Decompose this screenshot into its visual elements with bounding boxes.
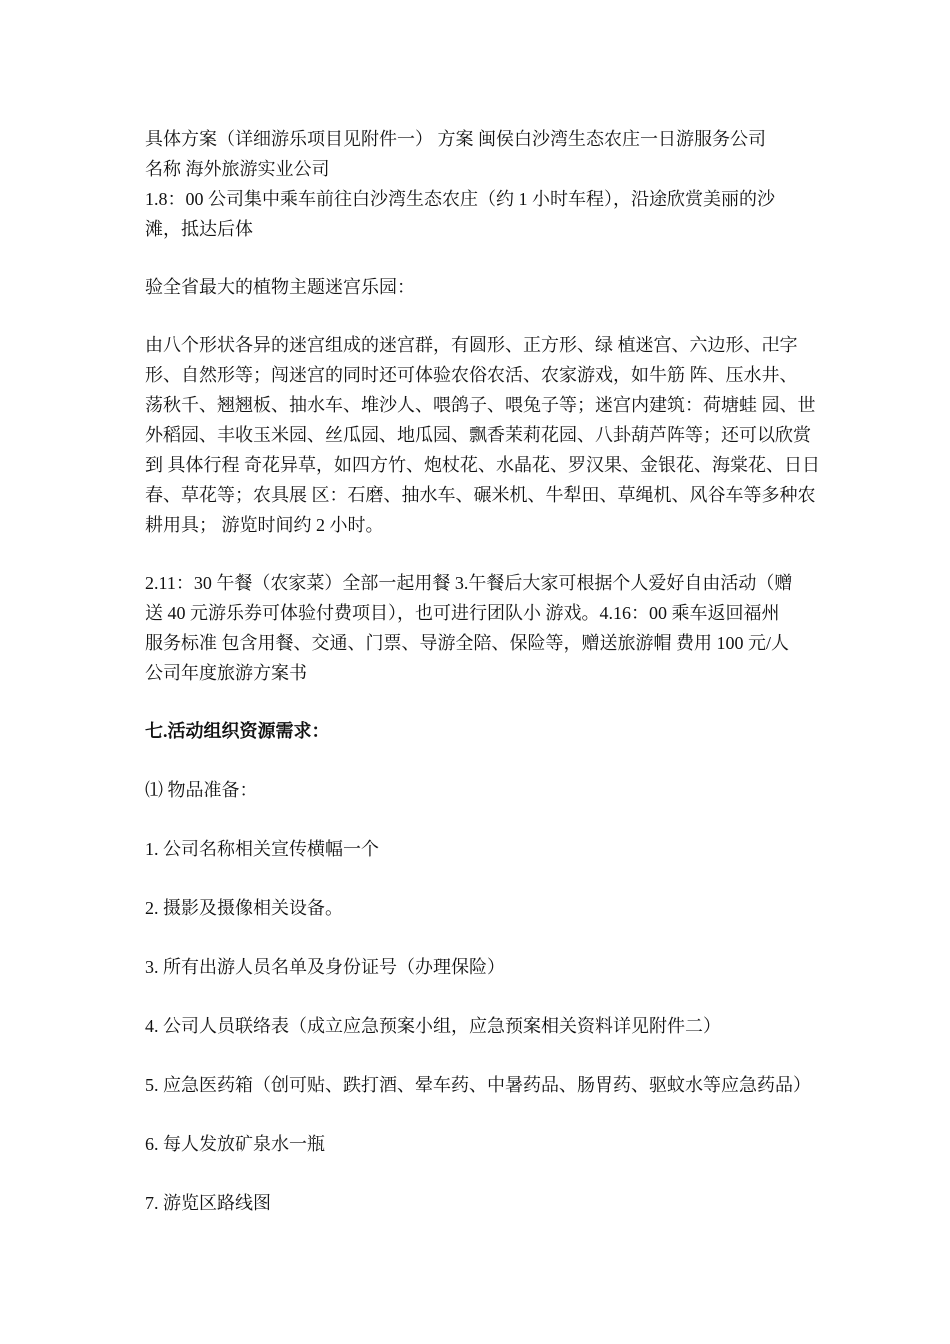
- intro-block: [145, 124, 835, 244]
- lunch-line: 送 40 元游乐券可体验付费项目），也可进行团队小 游戏。4.16：00 乘车返回福州: [145, 603, 780, 623]
- maze-line: 耕用具； 游览时间约 2 小时。: [145, 515, 384, 535]
- maze-body: [145, 330, 835, 540]
- lunch-line: 2.11：30 午餐（农家菜）全部一起用餐 3.午餐后大家可根据个人爱好自由活动（赠: [145, 573, 793, 593]
- list-item: 6. 每人发放矿泉水一瓶: [145, 1134, 325, 1154]
- maze-line: 荡秋千、翘翘板、抽水车、堆沙人、喂鸽子、喂兔子等；迷宫内建筑：荷塘蛙 园、世: [145, 395, 816, 415]
- subheading: ⑴ 物品准备：: [145, 780, 258, 800]
- maze-line: 外稻园、丰收玉米园、丝瓜园、地瓜园、飘香茉莉花园、八卦葫芦阵等；还可以欣赏: [145, 425, 811, 445]
- list-item: 1. 公司名称相关宣传横幅一个: [145, 839, 379, 859]
- intro-line: 滩，抵达后体: [145, 219, 253, 239]
- intro-line: 具体方案（详细游乐项目见附件一） 方案 闽侯白沙湾生态农庄一日游服务公司: [145, 129, 766, 149]
- maze-line: 形、自然形等；闯迷宫的同时还可体验农俗农活、农家游戏，如牛筋 阵、压水井、: [145, 365, 798, 385]
- lunch-paragraph: [145, 568, 835, 688]
- lunch-line: 公司年度旅游方案书: [145, 663, 307, 683]
- intro-line: 1.8：00 公司集中乘车前往白沙湾生态农庄（约 1 小时车程），沿途欣赏美丽的沙: [145, 189, 775, 209]
- section-heading: 七.活动组织资源需求：: [145, 721, 330, 741]
- list-item: 5. 应急医药箱（创可贴、跌打酒、晕车药、中暑药品、肠胃药、驱蚊水等应急药品）: [145, 1075, 811, 1095]
- items-list: [145, 834, 835, 1218]
- list-item: 3. 所有出游人员名单及身份证号（办理保险）: [145, 957, 505, 977]
- maze-line: 春、草花等；农具展 区：石磨、抽水车、碾米机、牛犁田、草绳机、风谷车等多种农: [145, 485, 816, 505]
- maze-line: 到 具体行程 奇花异草，如四方竹、炮杖花、水晶花、罗汉果、金银花、海棠花、日日: [145, 455, 820, 475]
- lunch-line: 服务标准 包含用餐、交通、门票、导游全陪、保险等，赠送旅游帽 费用 100 元/人: [145, 633, 789, 653]
- list-item: 2. 摄影及摄像相关设备。: [145, 898, 343, 918]
- intro-line: 名称 海外旅游实业公司: [145, 159, 330, 179]
- list-item: 4. 公司人员联络表（成立应急预案小组，应急预案相关资料详见附件二）: [145, 1016, 721, 1036]
- maze-line: 由八个形状各异的迷宫组成的迷宫群，有圆形、正方形、绿 植迷宫、六边形、卍字: [145, 335, 798, 355]
- list-item: 7. 游览区路线图: [145, 1193, 271, 1213]
- document-page: [145, 124, 835, 1218]
- maze-title: 验全省最大的植物主题迷宫乐园：: [145, 277, 415, 297]
